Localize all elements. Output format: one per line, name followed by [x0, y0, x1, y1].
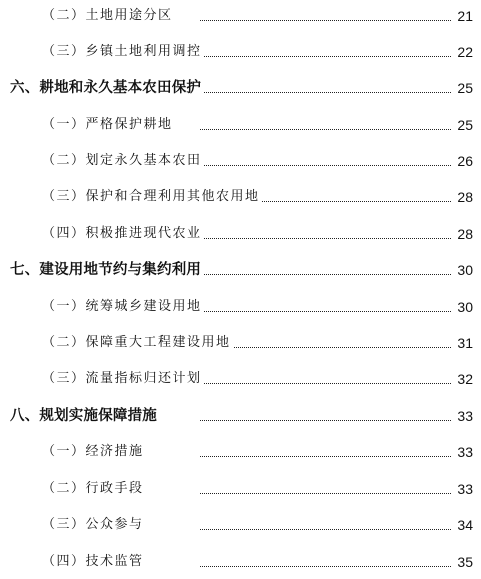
- toc-entry-major-projects[interactable]: [0, 332, 481, 354]
- toc-entry-label: （二）保障重大工程建设用地: [42, 332, 233, 354]
- toc-entry-label: （四）积极推进现代农业: [42, 223, 204, 245]
- toc-entry-label: （三）乡镇土地利用调控: [42, 41, 204, 63]
- toc-entry-other-agricultural-land[interactable]: [0, 186, 481, 208]
- toc-page-number: 34: [451, 514, 473, 536]
- toc-entry-delineate-basic-farmland[interactable]: [0, 150, 481, 172]
- dot-leader: [200, 274, 451, 275]
- toc-entry-label: （二）行政手段: [42, 478, 146, 500]
- toc-entry-economic-measures[interactable]: [0, 441, 481, 463]
- toc-entry-label: （二）划定永久基本农田: [42, 150, 204, 172]
- toc-entry-technical-supervision[interactable]: [0, 551, 481, 573]
- toc-page-number: 30: [451, 296, 473, 318]
- toc-page-number: 28: [451, 186, 473, 208]
- dot-leader: [200, 238, 451, 239]
- toc-chapter-farmland-protection[interactable]: [0, 77, 481, 99]
- toc-entry-label: （一）统筹城乡建设用地: [42, 296, 204, 318]
- dot-leader: [200, 56, 451, 57]
- toc-page-number: 35: [451, 551, 473, 573]
- toc-entry-label: （三）流量指标归还计划: [42, 368, 204, 390]
- toc-page-number: 25: [451, 77, 473, 99]
- dot-leader: [200, 347, 451, 348]
- toc-entry-quota-return-plan[interactable]: [0, 368, 481, 390]
- toc-entry-administrative-means[interactable]: [0, 478, 481, 500]
- toc-page-number: 32: [451, 368, 473, 390]
- toc-entry-label: （三）公众参与: [42, 514, 146, 536]
- toc-page-number: 33: [451, 405, 473, 427]
- toc-entry-label: （四）技术监管: [42, 551, 146, 573]
- toc-page-number: 33: [451, 441, 473, 463]
- toc-page-number: 28: [451, 223, 473, 245]
- toc-chapter-implementation-measures[interactable]: [0, 405, 481, 427]
- dot-leader: [200, 529, 451, 530]
- dot-leader: [200, 493, 451, 494]
- dot-leader: [200, 165, 451, 166]
- dot-leader: [200, 311, 451, 312]
- dot-leader: [200, 129, 451, 130]
- toc-page-number: 26: [451, 150, 473, 172]
- toc-chapter-construction-land[interactable]: [0, 259, 481, 281]
- toc-chapter-label: 七、建设用地节约与集约利用: [10, 259, 203, 281]
- toc-entry-label: （二）土地用途分区: [42, 5, 175, 27]
- dot-leader: [200, 566, 451, 567]
- toc-entry-label: （一）经济措施: [42, 441, 146, 463]
- toc-page-number: 25: [451, 114, 473, 136]
- toc-entry-land-use-zoning[interactable]: [0, 5, 481, 27]
- dot-leader: [200, 456, 451, 457]
- toc-entry-label: （一）严格保护耕地: [42, 114, 175, 136]
- toc-page-number: 30: [451, 259, 473, 281]
- toc-entry-township-regulation[interactable]: [0, 41, 481, 63]
- toc-chapter-label: 八、规划实施保障措施: [10, 405, 159, 427]
- toc-page-number: 22: [451, 41, 473, 63]
- toc-page-number: 31: [451, 332, 473, 354]
- dot-leader: [200, 92, 451, 93]
- toc-entry-modern-agriculture[interactable]: [0, 223, 481, 245]
- toc-page-number: 33: [451, 478, 473, 500]
- toc-chapter-label: 六、耕地和永久基本农田保护: [10, 77, 203, 99]
- toc-entry-protect-farmland[interactable]: [0, 114, 481, 136]
- toc-entry-label: （三）保护和合理利用其他农用地: [42, 186, 262, 208]
- dot-leader: [200, 420, 451, 421]
- dot-leader: [200, 383, 451, 384]
- dot-leader: [200, 20, 451, 21]
- toc-page-number: 21: [451, 5, 473, 27]
- toc-entry-urban-rural-construction[interactable]: [0, 296, 481, 318]
- toc-entry-public-participation[interactable]: [0, 514, 481, 536]
